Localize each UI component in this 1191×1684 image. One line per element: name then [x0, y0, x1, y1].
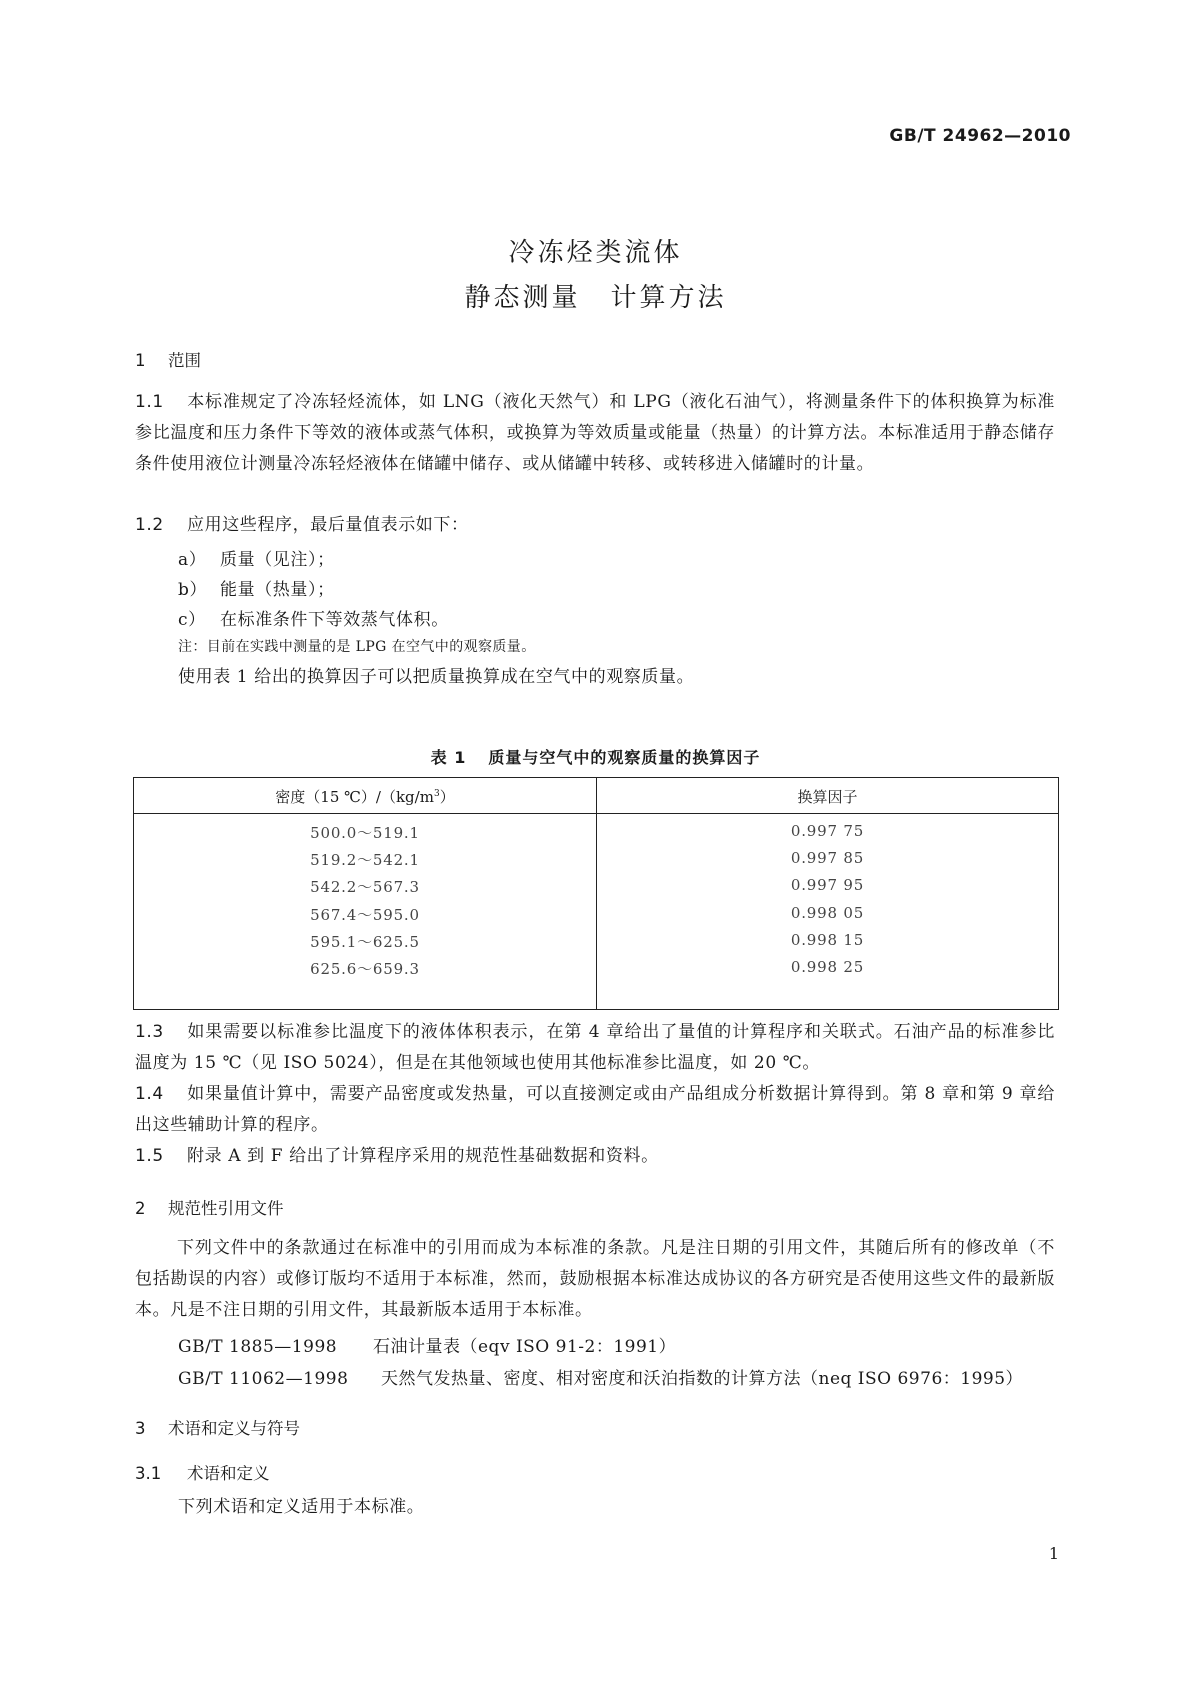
section-title: 规范性引用文件: [168, 1199, 284, 1218]
section-title: 术语和定义与符号: [168, 1419, 300, 1438]
reference-code: GB/T 11062—1998: [178, 1369, 349, 1389]
reference-title: 天然气发热量、密度、相对密度和沃泊指数的计算方法（neq ISO 6976：1995）: [381, 1369, 1024, 1389]
subsection-title: 术语和定义: [187, 1464, 270, 1483]
clause-text: 本标准规定了冷冻轻烃流体，如 LNG（液化天然气）和 LPG（液化石油气），将测量条件下的体积换算为标准参比温度和压力条件下等效的液体或蒸气体积，或换算为等效质量或能量（热量）的计算方法。本标准适用于静态储存条件使用液位计测量冷冻轻烃液体在储罐中储存、或从储罐中转移、或转移进入储罐时的计量。: [135, 392, 1055, 474]
list-text: 在标准条件下等效蒸气体积。: [220, 610, 449, 630]
section-2-heading: [135, 1195, 284, 1219]
header-divider: [134, 813, 1058, 814]
table-number: 表 1: [430, 748, 467, 767]
page-number: 1: [1048, 1544, 1059, 1563]
standard-code: GB/T 24962—2010: [889, 126, 1071, 146]
reference-item: [178, 1364, 1023, 1389]
clause-number: 1.1: [135, 392, 164, 412]
list-text: 质量（见注）；: [220, 550, 335, 570]
clause-text: 应用这些程序，最后量值表示如下：: [187, 515, 469, 535]
section-number: 2: [135, 1199, 146, 1218]
table-cell-factor: 0.997 75: [790, 822, 865, 840]
table-cell-density: 567.4～595.0: [310, 906, 420, 924]
subsection-number: 3.1: [135, 1464, 162, 1483]
reference-code: GB/T 1885—1998: [178, 1337, 338, 1357]
section-number: 3: [135, 1419, 146, 1438]
clause-1-1: [135, 387, 1055, 480]
table-cell-density: 519.2～542.1: [310, 851, 420, 869]
list-label: c）: [178, 610, 206, 630]
subsection-3-1-heading: [135, 1460, 270, 1484]
table-caption: [0, 745, 1191, 768]
conversion-table: [133, 777, 1059, 1010]
section-1-heading: [135, 347, 201, 371]
table-title: 质量与空气中的观察质量的换算因子: [488, 748, 761, 767]
reference-item: [178, 1332, 676, 1357]
section-number: 1: [135, 351, 146, 370]
clause-1-3: [135, 1017, 1055, 1079]
clause-1-2: [135, 510, 1055, 541]
column-header-factor: 换算因子: [797, 788, 858, 806]
normative-intro: 下列文件中的条款通过在标准中的引用而成为本标准的条款。凡是注日期的引用文件，其随后所有的修改单（不包括勘误的内容）或修订版均不适用于本标准，然而，鼓励根据本标准达成协议的各方研究是否使用这些文件的最新版本。凡是不注日期的引用文件，其最新版本适用于本标准。: [135, 1238, 1055, 1320]
clause-number: 1.5: [135, 1146, 164, 1166]
clause-1-5: [135, 1141, 1055, 1172]
definitions-intro: 下列术语和定义适用于本标准。: [178, 1497, 425, 1517]
clause-number: 1.2: [135, 515, 164, 535]
table-cell-factor: 0.998 05: [790, 904, 865, 922]
column-header-density: 密度（15 $℃)/(kg/m^3)$: [275, 788, 455, 806]
clause-text: 如果需要以标准参比温度下的液体体积表示，在第 4 章给出了量值的计算程序和关联式。石油产品的标准参比温度为 15 ℃（见 ISO 5024），但是在其他领域也使用其他标准参比温度，如 20 ℃。: [135, 1022, 1055, 1073]
clause-number: 1.3: [135, 1022, 164, 1042]
table-cell-factor: 0.998 15: [790, 931, 865, 949]
clause-text: 附录 A 到 F 给出了计算程序采用的规范性基础数据和资料。: [187, 1146, 659, 1166]
section-3-heading: [135, 1415, 300, 1439]
table-cell-density: 500.0～519.1: [310, 824, 420, 842]
note: 注：目前在实践中测量的是 LPG 在空气中的观察质量。: [178, 639, 536, 655]
document-title-line2: [0, 277, 1191, 314]
clause-number: 1.4: [135, 1084, 164, 1104]
table-intro: 使用表 1 给出的换算因子可以把质量换算成在空气中的观察质量。: [178, 667, 695, 687]
section-title: 范围: [168, 351, 201, 370]
list-item: [178, 545, 335, 570]
list-label: a）: [178, 550, 207, 570]
list-label: b）: [178, 580, 208, 600]
table-cell-density: 542.2～567.3: [310, 878, 420, 896]
list-item: [178, 575, 335, 600]
reference-title: 石油计量表（eqv ISO 91-2：1991）: [373, 1337, 677, 1357]
table-cell-density: 595.1～625.5: [310, 933, 420, 951]
clause-1-4: [135, 1079, 1055, 1141]
list-text: 能量（热量）；: [220, 580, 335, 600]
table-cell-factor: 0.997 85: [790, 849, 865, 867]
title-part-a: 静态测量: [464, 283, 581, 313]
table-cell-factor: 0.998 25: [790, 958, 865, 976]
table-cell-factor: 0.997 95: [790, 876, 865, 894]
document-title-line1: 冷冻烃类流体: [508, 238, 683, 268]
title-part-b: 计算方法: [610, 283, 727, 313]
clause-text: 如果量值计算中，需要产品密度或发热量，可以直接测定或由产品组成分析数据计算得到。第 8 章和第 9 章给出这些辅助计算的程序。: [135, 1084, 1055, 1135]
list-item: [178, 605, 449, 630]
table-cell-density: 625.6～659.3: [310, 960, 420, 978]
